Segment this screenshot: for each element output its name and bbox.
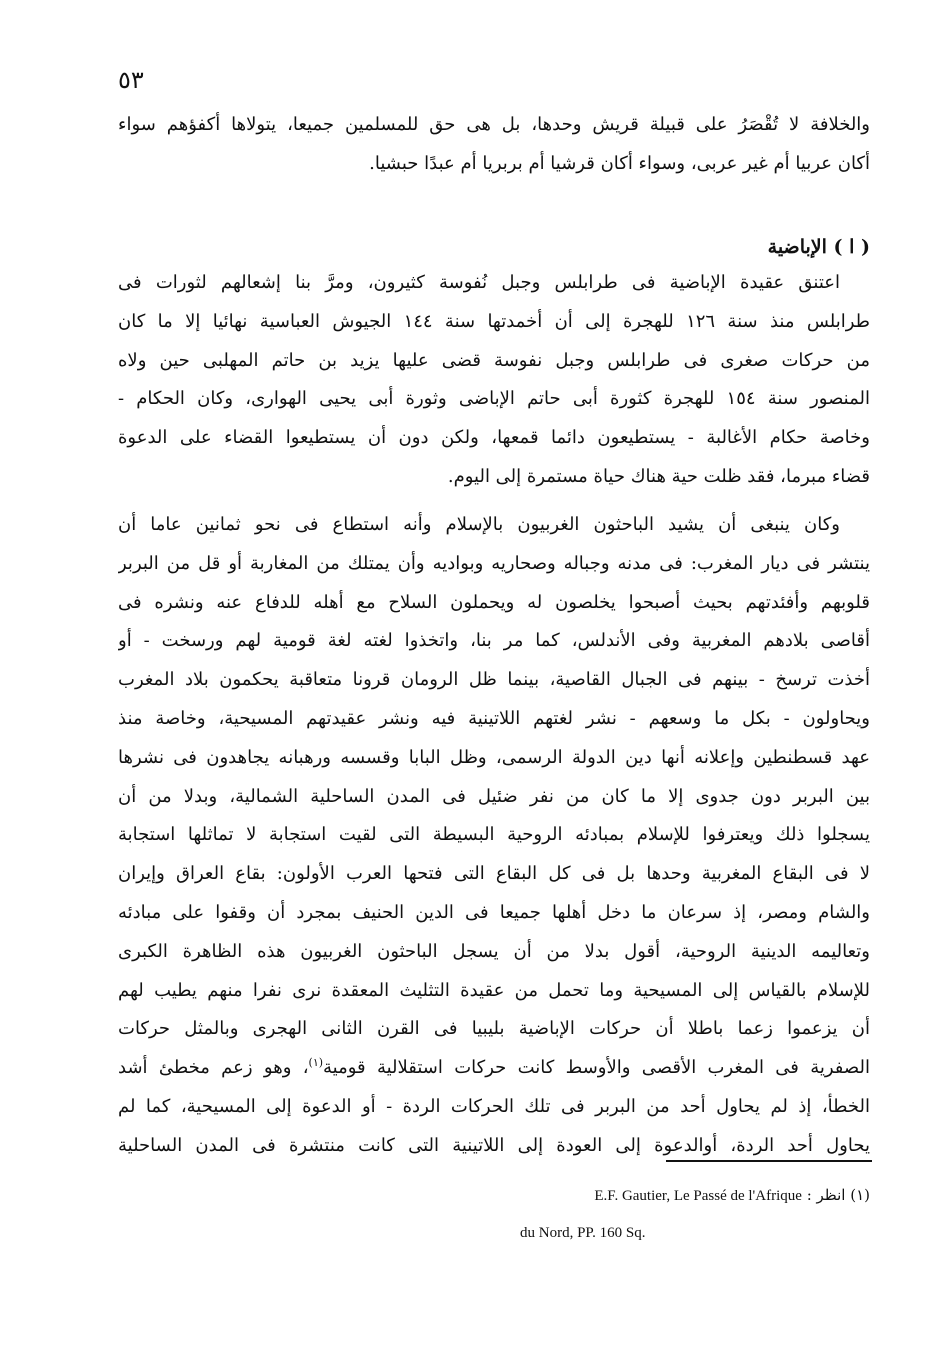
text-line: أكان عربيا أم غير عربى، وسواء أكان قرشيا أم بربريا أم عبدًا حبشيا. [369,152,870,174]
text-line-with-footnote [118,1049,870,1088]
text-line: اعتنق عقيدة الإباضية فى طرابلس وجبل نُفوسة كثيرون، ومرَّ بنا إشعالهم لثورات فى [118,272,840,293]
text-line: أخذت ترسخ - بينهم فى الجبال القاصية، بينما ظل الرومان قرونا متعاقبة يحكمون بلاد المغرب [118,669,870,691]
text-line: لا فى البقاع المغربية وحدها بل فى كل البقاع التى فتحها العرب الأولون: بقاع العراق وإيران [118,863,870,885]
text-line: من حركات صغرى فى طرابلس وجبل نفوسة قضى عليها يزيد بن حاتم المهلبى حين ولاه [118,349,870,371]
paragraph-ibadiyya [118,264,870,497]
text-line: وتعاليمه الدينية الروحية، أقول بدلا من أن يسجل الباحثون الغربيون هذه الظاهرة الكبرى [118,940,870,962]
text-line: للإسلام بالقياس إلى المسيحية وما تحمل من عقيدة التثليث المعقدة نرى نفرا منهم يطيب لهم [118,979,870,1001]
footnote [300,1180,870,1210]
footnote-word: انظر : [806,1186,846,1204]
text-line: وخاصة حكام الأغالبة - يستطيعون دائما قمعها، ولكن دون أن يستطيعوا القضاء على الدعوة [118,427,870,449]
text-line: قضاء مبرما، فقد ظلت حية هناك حياة مستمرة إلى اليوم. [447,465,870,487]
footnote-citation-continued: du Nord, PP. 160 Sq. [520,1225,646,1241]
text-line: يحاول أحد الردة، أوالدعوة إلى العودة إلى اللاتينية التى كانت منتشرة فى المدن الساحلية [118,1134,870,1156]
paragraph-western-scholars [118,506,870,1166]
text-line: ويحاولون - بكل ما وسعهم - نشر لغتهم اللاتينية فيه ونشر عقيدتهم المسيحية، وخاصة منذ [118,707,870,729]
page-number: ٥٣ [118,66,144,94]
text-line: وكان ينبغى أن يشيد الباحثون الغربيون بالإسلام وأنه استطاع فى نحو ثمانين عاما أن [118,514,840,535]
text-line: عهد قسطنطين وإعلانه أنها دين الدولة الرسمى، وظل البابا وقسسه ورهبانه يجاهدون فى نشرها [118,746,870,768]
text-line: يسجلوا ذلك ويعترفوا للإسلام بمبادئه الروحية البسيطة التى لقيت استجابة لا تماثلها استجابة [118,824,870,846]
text-line: المنصور سنة ١٥٤ للهجرة كثورة أبى حاتم الإباضى وثورة أبى يحيى الهوارى، وكان الحكام - [118,388,870,410]
text-line: والشام ومصر، إذ سرعان ما دخل أهلها جميعا فى الدين الحنيف بمجرد أن وقفوا على مبادئه [118,901,870,923]
text-line: أقاصى بلادهم المغربية وفى الأندلس، كما مر بنا، واتخذوا لغته لغة قومية لهم ورسخت - أو [118,630,870,652]
footnote-divider [666,1160,872,1162]
text-segment: ، وهو زعم مخطئ أشد [118,1057,309,1079]
footnote-citation: E.F. Gautier, Le Passé de l'Afrique [594,1188,802,1204]
section-heading: ( ا ) الإباضية [767,236,870,258]
text-line: طرابلس منذ سنة ١٢٦ للهجرة إلى أن أخمدتها سنة ١٤٤ الجيوش العباسية نهائيا إلا ما كان [118,310,870,332]
footnote-number: (١) [850,1186,870,1204]
text-line: الخطأ، إذ لم يحاول أحد من البربر فى تلك الحركات الردة - أو الدعوة إلى المسيحية، كما لم [118,1095,870,1117]
text-line: بين البربر دون جدوى إلا ما كان من نفر ضئيل فى المدن الساحلية الشمالية، وبدلا من أن [118,785,870,807]
text-line: والخلافة لا تُقْصَرُ على قبيلة قريش وحدها، بل هى حق للمسلمين جميعا، يتولاها أكفؤهم سواء [118,114,870,135]
text-line: قلوبهم وأفئدتهم بحيث أصبحوا يخلصون له ويحملون السلاح مع أهله للدفاع عنه ونشره فى [118,591,870,613]
text-line: ينتشر فى ديار المغرب: فى مدنه وجباله وصحاريه وبواديه وأن يمتلك من المغاربة أو قل من البربر [118,552,870,574]
footnote-marker: (١) [308,1056,324,1070]
text-segment: الصفرية فى المغرب الأقصى والأوسط كانت حركات استقلالية قومية [323,1057,870,1079]
intro-paragraph [118,106,870,184]
text-line: أن يزعموا زعما باطلا أن حركات الإباضية بليبيا فى القرن الثانى الهجرى وبالمثل حركات [118,1018,870,1040]
